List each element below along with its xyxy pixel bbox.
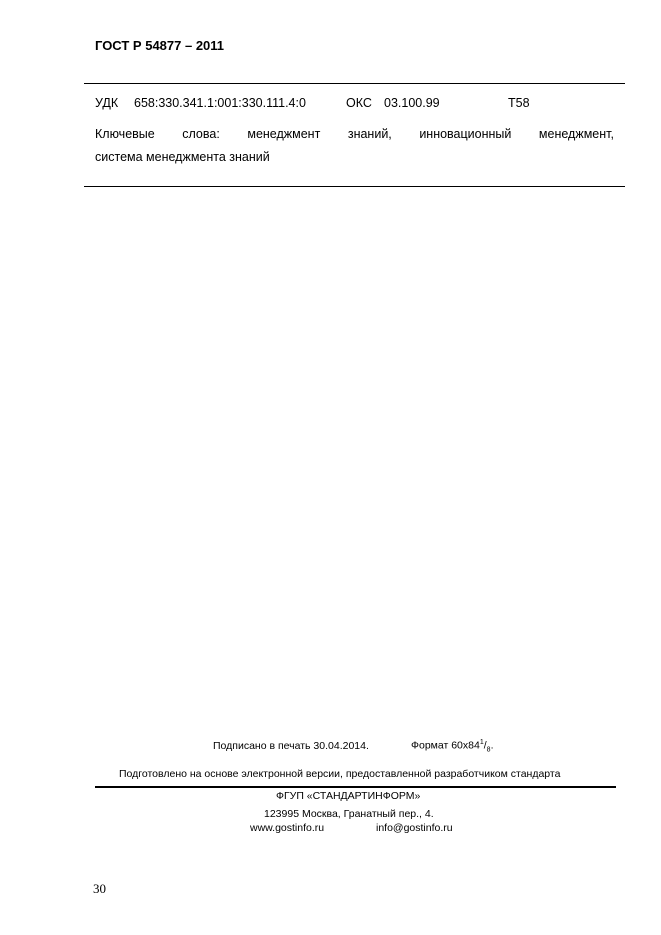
- keywords-line-2: система менеджмента знаний: [95, 150, 270, 164]
- publisher-name: ФГУП «СТАНДАРТИНФОРМ»: [276, 790, 421, 802]
- format-text: Формат 60x84: [411, 739, 480, 752]
- oks-value: 03.100.99: [384, 96, 440, 110]
- keywords-divider: [84, 186, 625, 187]
- udk-label: УДК: [95, 96, 119, 110]
- keyword-word: инновационный: [419, 127, 512, 141]
- page-number: 30: [93, 881, 106, 896]
- footer-divider: [95, 786, 616, 788]
- keyword-word: менеджмент,: [538, 127, 614, 141]
- publisher-email[interactable]: info@gostinfo.ru: [376, 822, 453, 834]
- format-end: .: [490, 739, 494, 752]
- group-code: Т58: [508, 96, 530, 110]
- keyword-word: слова:: [182, 127, 220, 141]
- oks-label: ОКС: [346, 96, 372, 110]
- keyword-word: знаний,: [347, 127, 392, 141]
- format-denominator: 8: [486, 746, 491, 754]
- keyword-word: Ключевые: [95, 127, 155, 141]
- publisher-website[interactable]: www.gostinfo.ru: [250, 822, 325, 834]
- keyword-word: менеджмент: [247, 127, 321, 141]
- format-numerator: 1: [479, 739, 484, 746]
- standard-code: ГОСТ Р 54877 – 2011: [95, 38, 225, 53]
- signed-date: Подписано в печать 30.04.2014.: [213, 740, 369, 752]
- udk-value: 658:330.341.1:001:330.111.4:0: [134, 96, 306, 110]
- print-format: Формат $60x84^1/_8$.: [411, 739, 494, 754]
- publisher-address: 123995 Москва, Гранатный пер., 4.: [264, 808, 434, 820]
- keywords-line-1: [95, 127, 614, 141]
- top-divider: [84, 83, 625, 84]
- prepared-note: Подготовлено на основе электронной версии, предоставленной разработчиком стандарта: [119, 768, 561, 780]
